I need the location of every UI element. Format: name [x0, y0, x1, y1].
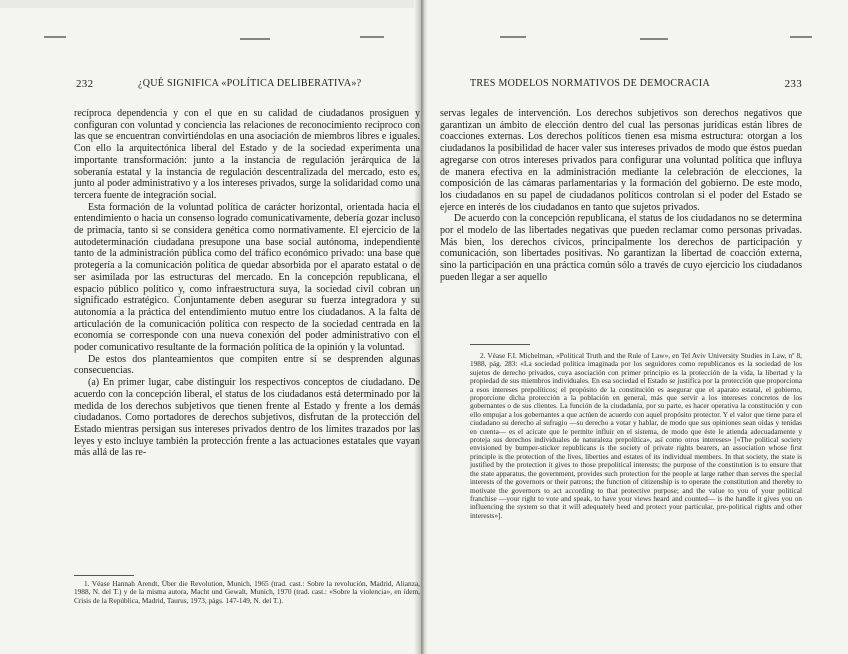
- running-head: TRES MODELOS NORMATIVOS DE DEMOCRACIA: [470, 78, 711, 89]
- paragraph: servas legales de intervención. Los derechos subjetivos son derechos negativos que garantizan un ámbito de elección dentro del cual las personas jurídicas están libres de coacciones externas. Los derechos políticos tienen esa misma estructura: otorgan a los ciudadanos la posibilidad de hacer valer sus intereses privados de modo que éstos puedan agregarse con otros intereses privados para configurar una voluntad política que influya de manera efectiva en la administración mediante la celebración de elecciones, la composición de las cámaras parlamentarias y la formación del gobierno. De este modo, los ciudadanos en su papel de ciudadanos políticos controlan si el poder del Estado se ejerce en interés de los ciudadanos en tanto que sujetos privados.: [440, 108, 802, 213]
- running-head: ¿QUÉ SIGNIFICA «POLÍTICA DELIBERATIVA»?: [138, 78, 362, 89]
- page-number: 233: [784, 78, 802, 90]
- paragraph: De estos dos planteamientos que compiten entre sí se desprenden algunas consecuencias.: [74, 353, 420, 377]
- paragraph: (a) En primer lugar, cabe distinguir los respectivos conceptos de ciudadano. De acuerdo con la concepción liberal, el status de los ciudadanos está determinado por la medida de los derechos subjetivos que tienen frente al Estado y frente a los demás ciudadanos. Como portadores de derechos subjetivos, disfrutan de la protección del Estado mientras persigan sus intereses privados dentro de los límites trazados por las leyes y esto incluye también la protección frente a las actuaciones estatales que vayan más allá de las re-: [74, 377, 420, 459]
- footnote: 2. Véase F.I. Michelman, «Political Truth and the Rule of Law», en Tel Aviv University Studies in Law, nº 8, 1988, pág. 283: «La sociedad política imaginada por los seguidores como republicanos es la sociedad de los sujetos de derecho privados, cuya asociación con primer principio es la protección de la vida, la libertad y la propiedad de sus miembros individuales. En esa sociedad el Estado se justifica por la protección que proporciona a esos intereses prepolíticos; el propósito de la constitución es asegurar que el aparato estatal, el gobierno, proporcione dicha protección a la población en general, más que servir a los intereses concretos de los gobernantes o de sus clientes. La función de la ciudadanía, por su parte, es hacer operativa la constitución y con ello empujar a los gobernantes a que actúen de acuerdo con aquel propósito protector. Y el valor que tiene para el ciudadano su derecho al sufragio —su derecho a votar y hablar, de modo que sus opiniones sean oídas y tenidas en cuenta— es el acicate que le permite influir en el sistema, de modo que éste le atienda adecuadamente y proteja sus derechos individuales de naturaleza prepolítica», así como otros intereses» [«The political society envisioned by bumper-sticker republicans is the society of private rights bearers, an association whose first principle is the protection of the lives, liberties and estates of its individual members. In that society, the state is justified by the protection it gives to those prepolitical interests; the purpose of the constitution is to ensure that the state apparatus, the government, provides such protection for the people at large rather than serves the special interests of the governors or their patrons; the function of citizenship is to operate the constitution and thereby to motivate the governors to act according to that protective purpose; and the value to you of your political franchise —your right to vote and speak, to have your views heard and counted— is the handle it gives you on influencing the system so that it will adequately heed and protect your particular, pre-political rights and other interests»].: [470, 351, 802, 520]
- right-page-header: [440, 78, 802, 94]
- left-footnotes: [74, 580, 420, 605]
- paragraph: Esta formación de la voluntad política de carácter horizontal, orientada hacia el entendimiento o hacia un consenso logrado comunicativamente, debería gozar incluso de primacía, tanto si se considera genética como normativamente. El ejercicio de la autodeterminación ciudadana presupone una base social autónoma, independiente tanto de la administración pública como del tráfico económico privado: una base que protegería a la comunicación política de quedar absorbida por el aparato estatal o de ser asimilada por las estructuras del mercado. En la concepción republicana, el espacio público político y, como infraestructura suya, la sociedad civil cobran un significado estratégico. Conjuntamente deben asegurar su fuerza integradora y su autonomía a la práctica del entendimiento mutuo entre los ciudadanos. A la falta de articulación de la comunicación política con respecto de la sociedad centrada en la economía se corresponde con una nueva conexión del poder administrativo con el poder comunicativo resultante de la formación política de la opinión y la voluntad.: [74, 201, 420, 354]
- page-number: 232: [76, 78, 94, 90]
- left-page-header: [60, 78, 412, 94]
- footnote-rule: [74, 575, 134, 576]
- right-page-body: [440, 108, 802, 284]
- paragraph: De acuerdo con la concepción republicana, el status de los ciudadanos no se determina por el modelo de las libertades negativas que pueden reclamar como personas privadas. Más bien, los derechos cívicos, principalmente los derechos de participación y comunicación, son libertades positivas. No garantizan la libertad de coacción externa, sino la participación en una práctica común sólo a través de cuyo ejercicio los ciudadanos pueden llegar a ser aquello: [440, 213, 802, 283]
- left-page-body: [74, 108, 420, 459]
- paragraph: recíproca dependencia y con el que en su calidad de ciudadanos prosiguen y configuran con voluntad y conciencia las relaciones de reconocimiento recíproco con las que se encuentran convirtiéndolas en una asociación de miembros libres e iguales. Con ello la arquitectónica liberal del Estado y de la sociedad experimenta una importante transformación: junto a la instancia de regulación jerárquica de la soberanía estatal y la instancia de regulación descentralizada del mercado, esto es, junto al poder administrativo y a los intereses privados, surge la solidaridad como una tercera fuente de integración social.: [74, 108, 420, 201]
- footnote-rule: [470, 344, 530, 345]
- footnote: 1. Véase Hannah Arendt, Über die Revolution, Munich, 1965 (trad. cast.: Sobre la revolución, Madrid, Alianza, 1988, N. del T.) y de la misma autora, Macht und Gewalt, Munich, 1970 (trad. cast.: «Sobre la violencia», en ídem, Crisis de la República, Madrid, Taurus, 1973, págs. 147-149, N. del T.).: [74, 579, 420, 605]
- left-page: [60, 0, 420, 654]
- right-page: [440, 0, 802, 654]
- right-footnotes: [470, 352, 802, 520]
